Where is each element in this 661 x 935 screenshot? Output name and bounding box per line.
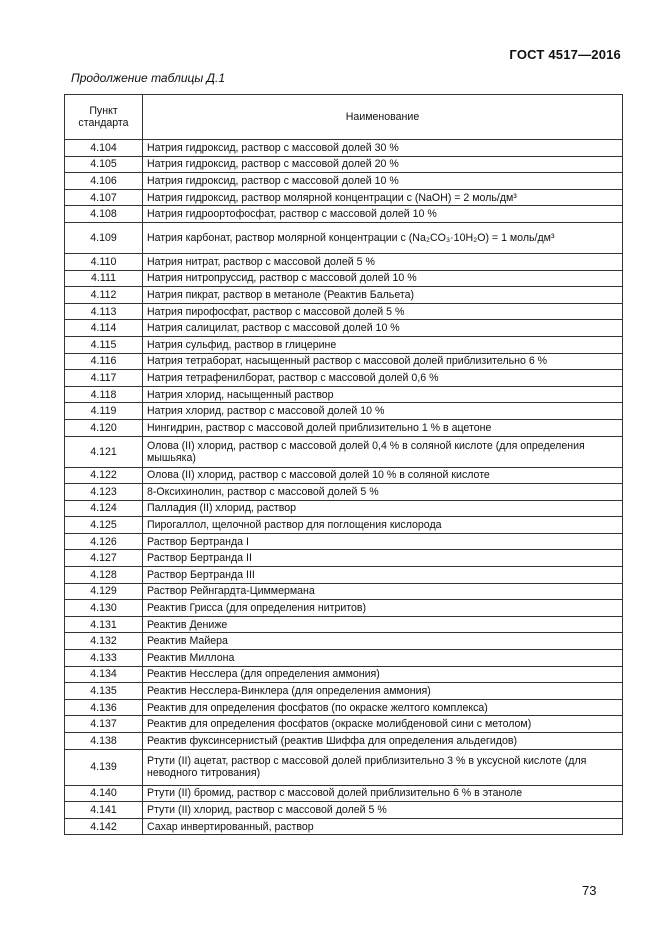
item-number-cell: 4.119 [65,403,143,420]
item-name-cell: Натрия пикрат, раствор в метаноле (Реактив Бальета) [143,287,623,304]
item-number-cell: 4.123 [65,484,143,501]
item-name-cell: 8-Оксихинолин, раствор с массовой долей 5 % [143,484,623,501]
item-name-cell: Натрия гидроксид, раствор с массовой долей 10 % [143,173,623,190]
item-number-cell: 4.129 [65,583,143,600]
item-name-cell: Реактив Грисса (для определения нитритов) [143,600,623,617]
column-header-item-number: Пункт стандарта [65,95,143,140]
item-name-cell: Олова (II) хлорид, раствор с массовой долей 10 % в соляной кислоте [143,467,623,484]
item-number-cell: 4.128 [65,567,143,584]
table-row [65,517,623,534]
item-number-cell: 4.111 [65,270,143,287]
table-row [65,802,623,819]
table-row [65,600,623,617]
table-row [65,173,623,190]
item-number-cell: 4.124 [65,500,143,517]
item-name-cell: Натрия гидроксид, раствор с массовой долей 20 % [143,156,623,173]
item-name-cell: Натрия гидроксид, раствор с массовой долей 30 % [143,140,623,157]
item-name-cell: Натрия нитрат, раствор с массовой долей 5 % [143,253,623,270]
item-number-cell: 4.131 [65,616,143,633]
table-row [65,785,623,802]
table-body [65,140,623,835]
item-number-cell: 4.115 [65,336,143,353]
item-name-cell: Олова (II) хлорид, раствор с массовой долей 0,4 % в соляной кислоте (для определения мышьяка) [143,436,623,467]
item-name-cell: Реактив Дениже [143,616,623,633]
table-row [65,467,623,484]
table-row [65,749,623,785]
item-name-cell: Раствор Бертранда I [143,533,623,550]
item-number-cell: 4.126 [65,533,143,550]
item-number-cell: 4.121 [65,436,143,467]
item-name-cell: Натрия гидроксид, раствор молярной концентрации c (NaOH) = 2 моль/дм³ [143,189,623,206]
item-name-cell: Реактив для определения фосфатов (по окраске желтого комплекса) [143,699,623,716]
item-number-cell: 4.139 [65,749,143,785]
item-number-cell: 4.112 [65,287,143,304]
item-name-cell: Реактив Майера [143,633,623,650]
item-name-cell: Раствор Бертранда III [143,567,623,584]
table-caption: Продолжение таблицы Д.1 [71,71,226,85]
item-name-cell: Пирогаллол, щелочной раствор для поглощения кислорода [143,517,623,534]
item-name-cell: Палладия (II) хлорид, раствор [143,500,623,517]
table-row [65,567,623,584]
table-row [65,550,623,567]
item-number-cell: 4.132 [65,633,143,650]
item-number-cell: 4.110 [65,253,143,270]
item-name-cell: Натрия салицилат, раствор с массовой долей 10 % [143,320,623,337]
item-number-cell: 4.141 [65,802,143,819]
item-number-cell: 4.116 [65,353,143,370]
table-row [65,253,623,270]
item-number-cell: 4.133 [65,650,143,667]
table-row [65,500,623,517]
item-number-cell: 4.122 [65,467,143,484]
item-name-cell: Ртути (II) ацетат, раствор с массовой долей приблизительно 3 % в уксусной кислоте (для неводного титрования) [143,749,623,785]
table-row [65,533,623,550]
item-number-cell: 4.109 [65,222,143,253]
table-row [65,436,623,467]
table-row [65,666,623,683]
item-name-cell: Реактив фуксинсернистый (реактив Шиффа для определения альдегидов) [143,733,623,750]
table-row [65,320,623,337]
table-header-row [65,95,623,140]
item-name-cell: Натрия хлорид, насыщенный раствор [143,386,623,403]
table-row [65,484,623,501]
item-number-cell: 4.105 [65,156,143,173]
item-number-cell: 4.134 [65,666,143,683]
table-row [65,287,623,304]
item-number-cell: 4.120 [65,419,143,436]
table-row [65,818,623,835]
item-name-cell: Ртути (II) бромид, раствор с массовой долей приблизительно 6 % в этаноле [143,785,623,802]
table-row [65,616,623,633]
item-number-cell: 4.138 [65,733,143,750]
table-row [65,583,623,600]
item-number-cell: 4.135 [65,683,143,700]
item-name-cell: Натрия карбонат, раствор молярной концентрации c (Na₂CO₃·10H₂O) = 1 моль/дм³ [143,222,623,253]
table-row [65,403,623,420]
item-name-cell: Натрия пирофосфат, раствор с массовой долей 5 % [143,303,623,320]
table-row [65,633,623,650]
item-number-cell: 4.127 [65,550,143,567]
table-row [65,683,623,700]
item-name-cell: Раствор Бертранда II [143,550,623,567]
item-number-cell: 4.114 [65,320,143,337]
table-row [65,650,623,667]
item-name-cell: Сахар инвертированный, раствор [143,818,623,835]
item-name-cell: Реактив Несслера (для определения аммония) [143,666,623,683]
item-name-cell: Натрия нитропруссид, раствор с массовой долей 10 % [143,270,623,287]
page-number: 73 [582,883,597,898]
document-standard-code: ГОСТ 4517—2016 [509,47,621,62]
item-number-cell: 4.142 [65,818,143,835]
reagents-table [64,94,623,835]
item-name-cell: Реактив для определения фосфатов (окраске молибденовой сини с метолом) [143,716,623,733]
item-name-cell: Натрия тетрафенилборат, раствор с массовой долей 0,6 % [143,370,623,387]
item-name-cell: Натрия хлорид, раствор с массовой долей 10 % [143,403,623,420]
item-name-cell: Натрия гидроортофосфат, раствор с массовой долей 10 % [143,206,623,223]
item-number-cell: 4.130 [65,600,143,617]
item-name-cell: Раствор Рейнгардта-Циммермана [143,583,623,600]
item-number-cell: 4.117 [65,370,143,387]
table-row [65,303,623,320]
table-row [65,222,623,253]
table-row [65,206,623,223]
table-row [65,189,623,206]
item-name-cell: Реактив Несслера-Винклера (для определения аммония) [143,683,623,700]
table-row [65,386,623,403]
table-row [65,353,623,370]
item-name-cell: Реактив Миллона [143,650,623,667]
table-row [65,336,623,353]
item-number-cell: 4.108 [65,206,143,223]
item-number-cell: 4.113 [65,303,143,320]
item-number-cell: 4.107 [65,189,143,206]
item-name-cell: Натрия тетраборат, насыщенный раствор с массовой долей приблизительно 6 % [143,353,623,370]
item-number-cell: 4.118 [65,386,143,403]
table-row [65,699,623,716]
item-number-cell: 4.140 [65,785,143,802]
table-row [65,419,623,436]
table-row [65,733,623,750]
item-number-cell: 4.104 [65,140,143,157]
column-header-name: Наименование [143,95,623,140]
item-number-cell: 4.106 [65,173,143,190]
item-name-cell: Нингидрин, раствор с массовой долей приблизительно 1 % в ацетоне [143,419,623,436]
table-row [65,716,623,733]
table-row [65,270,623,287]
item-number-cell: 4.137 [65,716,143,733]
table-row [65,140,623,157]
item-number-cell: 4.125 [65,517,143,534]
table-row [65,370,623,387]
table-row [65,156,623,173]
item-number-cell: 4.136 [65,699,143,716]
item-name-cell: Натрия сульфид, раствор в глицерине [143,336,623,353]
item-name-cell: Ртути (II) хлорид, раствор с массовой долей 5 % [143,802,623,819]
